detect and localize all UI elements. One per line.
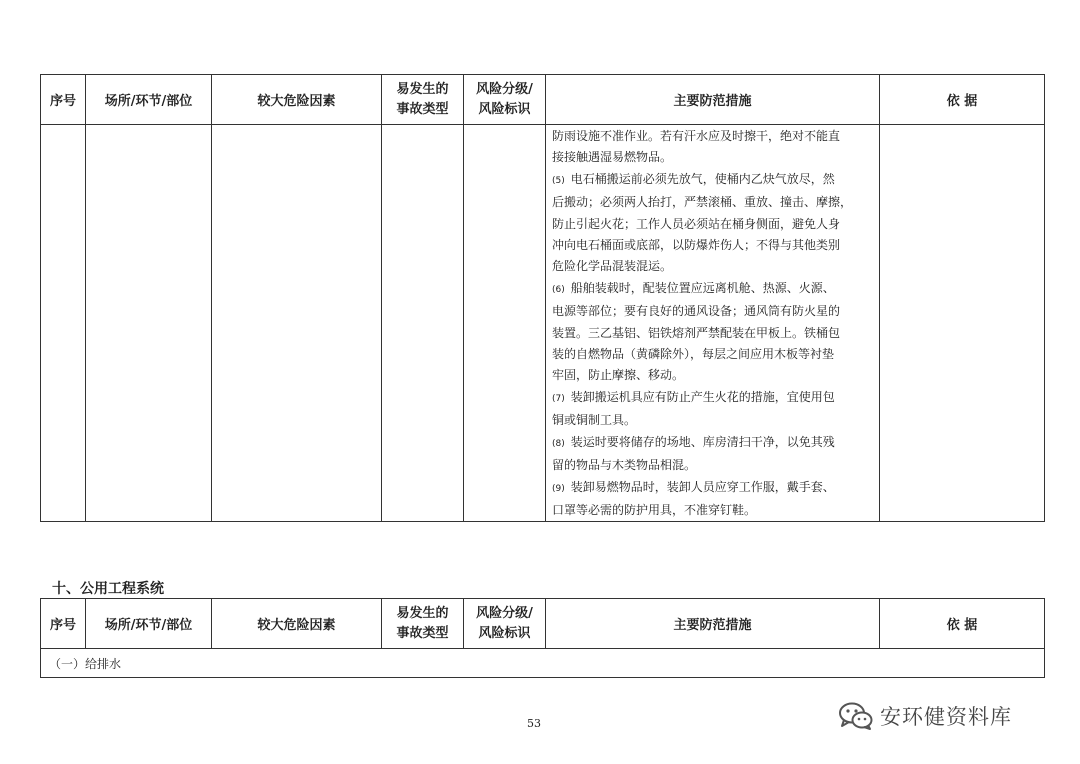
measure-item-number: (7) bbox=[552, 393, 565, 404]
header-risk-level bbox=[464, 599, 546, 649]
header-no: 序号 bbox=[41, 599, 86, 649]
measure-line bbox=[552, 455, 873, 476]
measure-line-text: 防雨设施不准作业。若有汗水应及时擦干，绝对不能直 bbox=[552, 129, 841, 143]
measure-line bbox=[552, 323, 873, 344]
measure-line-text: 后搬动；必须两人抬打，严禁滚桶、重放、撞击、摩擦， bbox=[552, 195, 853, 210]
header-risk-line1: 风险分级/ bbox=[476, 81, 533, 97]
wechat-icon bbox=[838, 701, 874, 731]
cell-risk-level bbox=[464, 125, 546, 522]
header-measures: 主要防范措施 bbox=[546, 75, 880, 125]
measure-line-text: 装的自燃物品（黄磷除外），每层之间应用木板等衬垫 bbox=[552, 347, 835, 362]
cell-no bbox=[41, 125, 86, 522]
header-no: 序号 bbox=[41, 75, 86, 125]
measure-line bbox=[552, 344, 873, 365]
measure-line-text: 铜或铜制工具。 bbox=[552, 413, 637, 428]
header-accident-type bbox=[382, 75, 464, 125]
subsection-row bbox=[41, 649, 1045, 678]
header-location: 场所/环节/部位 bbox=[86, 75, 212, 125]
header-basis: 依 据 bbox=[880, 599, 1045, 649]
header-accident-line2: 事故类型 bbox=[396, 101, 449, 117]
measure-line bbox=[552, 278, 873, 301]
measure-line bbox=[552, 387, 873, 410]
measure-line-text: 危险化学品混装混运。 bbox=[552, 259, 673, 274]
header-hazard: 较大危险因素 bbox=[212, 75, 382, 125]
measure-line-text: 电源等部位；要有良好的通风设备；通风筒有防火星的 bbox=[552, 304, 841, 319]
measure-line-text: 留的物品与木类物品相混。 bbox=[552, 458, 697, 473]
measure-line bbox=[552, 410, 873, 431]
utility-systems-table bbox=[40, 598, 1045, 678]
measure-line-text: 防止引起火花；工作人员必须站在桶身侧面，避免人身 bbox=[552, 216, 841, 231]
header-accident-type bbox=[382, 599, 464, 649]
measure-item-number: (9) bbox=[552, 483, 565, 494]
cell-basis bbox=[880, 125, 1045, 522]
header-accident-line1: 易发生的 bbox=[396, 81, 449, 97]
section-title: 十、公用工程系统 bbox=[52, 581, 164, 597]
measure-line-text: 冲向电石桶面或底部，以防爆炸伤人；不得与其他类别 bbox=[552, 238, 841, 253]
header-risk-line2: 风险标识 bbox=[478, 101, 531, 117]
measure-item-number: (8) bbox=[552, 438, 565, 449]
header-risk-line2: 风险标识 bbox=[478, 625, 531, 641]
measure-line bbox=[552, 169, 873, 192]
measure-line bbox=[552, 235, 873, 256]
cell-measures bbox=[546, 125, 880, 522]
header-risk-line1: 风险分级/ bbox=[476, 605, 533, 621]
measure-line-text: 装卸易燃物品时，装卸人员应穿工作服，戴手套、 bbox=[570, 479, 835, 494]
measure-line bbox=[552, 192, 873, 213]
measure-line-text: 电石桶搬运前必须先放气，使桶内乙炔气放尽，然 bbox=[570, 171, 835, 186]
cell-location bbox=[86, 125, 212, 522]
header-risk-level bbox=[464, 75, 546, 125]
measure-line bbox=[552, 214, 873, 235]
measure-line-text: 装运时要将储存的场地、库房清扫干净，以免其残 bbox=[570, 434, 835, 449]
measure-line bbox=[552, 256, 873, 277]
header-accident-line1: 易发生的 bbox=[396, 605, 449, 621]
measure-line bbox=[552, 477, 873, 500]
cell-hazard bbox=[212, 125, 382, 522]
header-basis: 依 据 bbox=[880, 75, 1045, 125]
measure-line-text: 装卸搬运机具应有防止产生火花的措施，宜使用包 bbox=[570, 389, 835, 404]
cell-accident-type bbox=[382, 125, 464, 522]
header-measures: 主要防范措施 bbox=[546, 599, 880, 649]
measure-line bbox=[552, 301, 873, 322]
table-header-row bbox=[41, 75, 1045, 125]
hazard-table-continued bbox=[40, 74, 1045, 522]
table-header-row bbox=[41, 599, 1045, 649]
measure-line bbox=[552, 126, 873, 147]
page-number: 53 bbox=[527, 717, 541, 730]
table-row bbox=[41, 125, 1045, 522]
header-location: 场所/环节/部位 bbox=[86, 599, 212, 649]
measure-line bbox=[552, 365, 873, 386]
watermark-text: 安环健资料库 bbox=[880, 705, 1012, 729]
subsection-label: （一）给排水 bbox=[41, 649, 1045, 678]
measure-line bbox=[552, 432, 873, 455]
measure-line bbox=[552, 147, 873, 168]
measure-line-text: 牢固，防止摩擦、移动。 bbox=[552, 368, 685, 383]
header-hazard: 较大危险因素 bbox=[212, 599, 382, 649]
measure-item-number: (5) bbox=[552, 175, 565, 186]
measure-line-text: 装置。三乙基铝、铝铁熔剂严禁配装在甲板上。铁桶包 bbox=[552, 325, 841, 340]
measure-line-text: 船舶装载时，配装位置应远离机舱、热源、火源、 bbox=[570, 280, 835, 295]
measure-line-text: 口罩等必需的防护用具，不准穿钉鞋。 bbox=[552, 502, 757, 517]
measure-line-text: 接接触遇湿易燃物品。 bbox=[552, 150, 673, 165]
header-accident-line2: 事故类型 bbox=[396, 625, 449, 641]
measure-line bbox=[552, 500, 873, 521]
measure-item-number: (6) bbox=[552, 284, 565, 295]
watermark bbox=[838, 701, 1012, 731]
